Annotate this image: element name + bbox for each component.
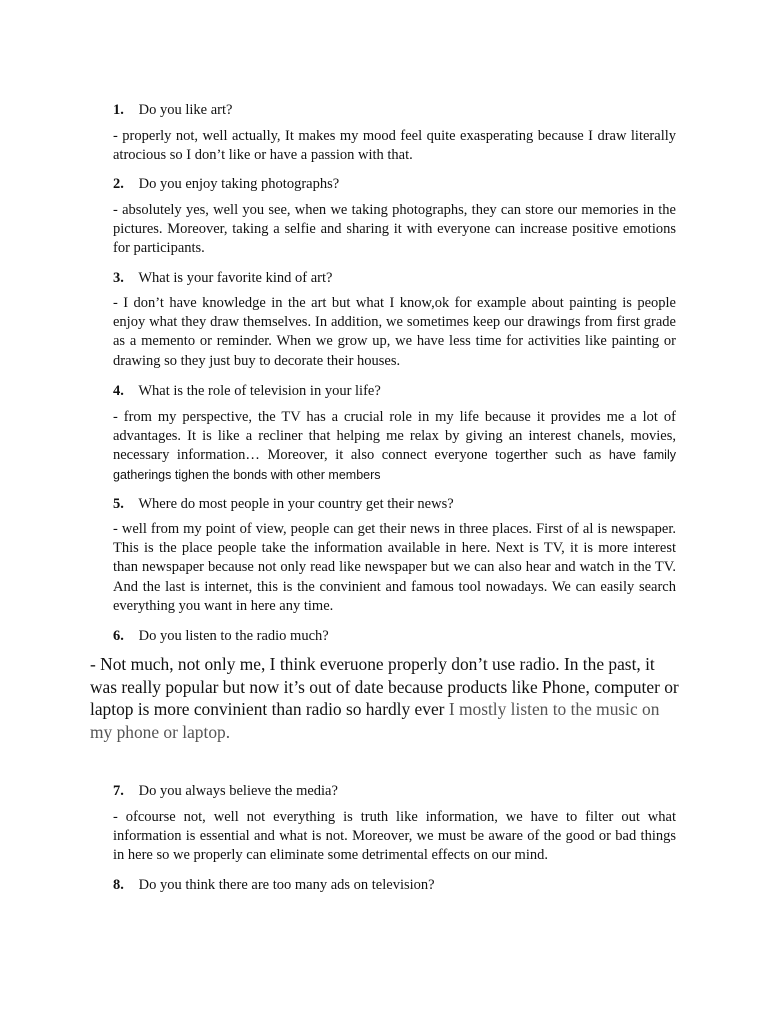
answer-3: - I don’t have knowledge in the art but what I know,ok for example about painting is people enjoy what they draw themselves. In addition, we sometimes keep our drawings from first grade as a memento or reminder. When we grow up, we have less time for activities like painting or drawing so they just buy to decorate their houses. [113, 295, 676, 369]
question-text: Do you like art? [138, 102, 233, 118]
question-3 [113, 269, 332, 288]
question-number: 8. [113, 877, 124, 893]
question-text: What is the role of television in your life? [138, 383, 381, 399]
question-number: 2. [113, 176, 124, 192]
question-text: Do you enjoy taking photographs? [138, 176, 340, 192]
question-5 [113, 495, 454, 514]
question-4 [113, 382, 381, 401]
answer-5: - well from my point of view, people can get their news in three places. First of al is newspaper. This is the place people take the information available in here. Next is TV, it is more interest than newspaper because not only read like newspaper but we can also hear and watch in the TV. And the last is internet, this is the convinient and famous tool nowadays. We can easily search everything you want in here any time. [113, 521, 676, 614]
question-6 [113, 627, 329, 646]
question-2 [113, 175, 339, 194]
answer-text: - from my perspective, the TV has a crucial role in my life because it provides me a lot of advantages. It is like a recliner that helping me relax by giving an interest chanels, movies, necessary information… Moreover, it also connect everyone togerther such as [113, 409, 676, 464]
question-text: What is your favorite kind of art? [138, 270, 333, 286]
question-number: 1. [113, 102, 124, 118]
answer-text: - Not much, not only me, I think everuone properly don’t use radio. In the past, it was really popular but now it’s out of date because products like Phone, computer or laptop is more convinient than radio so hardly ever [90, 654, 679, 720]
question-8 [113, 876, 435, 895]
question-text: Do you listen to the radio much? [138, 628, 329, 644]
answer-7: - ofcourse not, well not everything is truth like information, we have to filter out what information is essential and what is not. Moreover, we must be aware of the good or bad things in here so we properly can eliminate some detrimental effects on our mind. [113, 809, 676, 864]
question-number: 4. [113, 383, 124, 399]
question-number: 6. [113, 628, 124, 644]
question-7 [113, 782, 338, 801]
question-text: Do you always believe the media? [138, 783, 338, 799]
question-1 [113, 101, 232, 120]
answer-4 [113, 408, 676, 485]
question-text: Do you think there are too many ads on television? [138, 877, 435, 893]
question-number: 5. [113, 496, 124, 512]
answer-6 [90, 653, 680, 743]
question-number: 7. [113, 783, 124, 799]
answer-tail-text: have family gatherings tighen the bonds with other members [113, 448, 676, 482]
answer-tail-text: I mostly listen to the music on my phone or laptop. [90, 699, 660, 742]
question-number: 3. [113, 270, 124, 286]
question-text: Where do most people in your country get their news? [138, 496, 454, 512]
answer-2: - absolutely yes, well you see, when we taking photographs, they can store our memories in the pictures. Moreover, taking a selfie and sharing it with everyone can increase positive emotions for participants. [113, 202, 676, 257]
answer-1: - properly not, well actually, It makes my mood feel quite exasperating because I draw literally atrocious so I don’t like or have a passion with that. [113, 128, 676, 164]
